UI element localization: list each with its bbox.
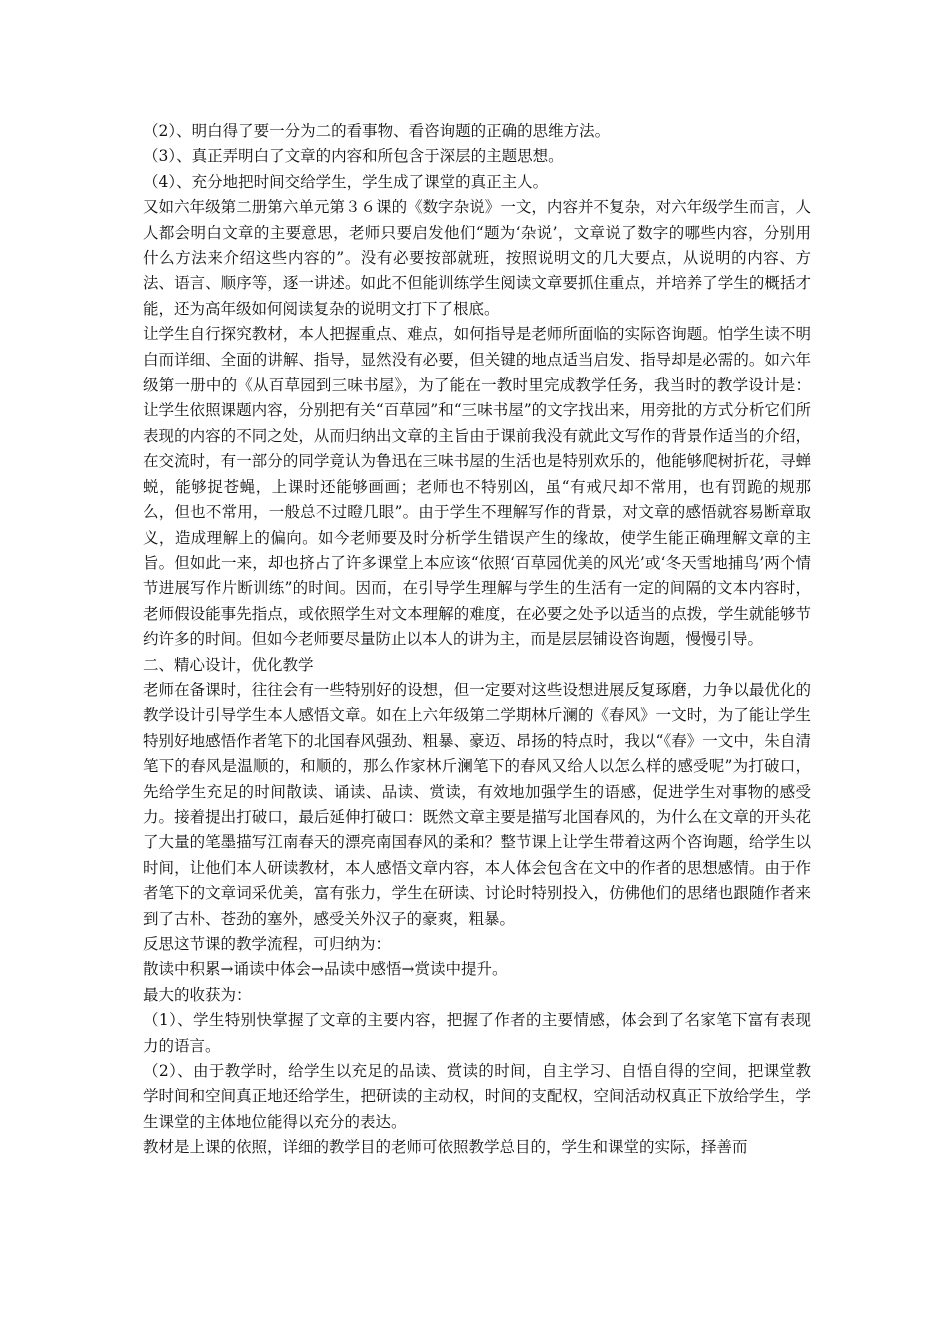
paragraph-6: 老师在备课时，往往会有一些特别好的设想，但一定要对这些设想进展反复琢磨，力争以最优化的教学设计引导学生本人感悟文章。如在上六年级第二学期林斤澜的《春风》一文时，为了能让学生特别好地感悟作者笔下的北国春风强劲、粗暴、豪迈、昂扬的特点时，我以“《春》一文中，朱自清笔下的春风是温顺的，和顺的，那么作家林斤澜笔下的春风又给人以怎么样的感受呢”为打破口，先给学生充足的时间散读、诵读、品读、赏读，有效地加强学生的语感，促进学生对事物的感受力。接着提出打破口，最后延伸打破口：既然文章主要是描写北国春风的，为什么在文章的开头花了大量的笔墨描写江南春天的漂亮南国春风的柔和？整节课上让学生带着这两个咨询题，给学生以时间，让他们本人研读教材，本人感悟文章内容，本人体会包含在文中的作者的思想感情。由于作者笔下的文章词采优美，富有张力，学生在研读、讨论时特别投入，仿佛他们的思绪也跟随作者来到了古朴、苍劲的塞外，感受关外汉子的豪爽，粗暴。 xyxy=(143,680,811,928)
section-heading: 二、精心设计，优化教学 xyxy=(143,655,314,674)
paragraph-5: 让学生自行探究教材，本人把握重点、难点，如何指导是老师所面临的实际咨询题。怕学生读不明白而详细、全面的讲解、指导，显然没有必要，但关键的地点适当启发、指导却是必需的。如六年级第一册中的《从百草园到三味书屋》，为了能在一教时里完成教学任务，我当时的教学设计是：让学生依照课题内容，分别把有关“百草园”和“三味书屋”的文字找出来，用旁批的方式分析它们所表现的内容的不同之处，从而归纳出文章的主旨由于课前我没有就此文写作的背景作适当的介绍，在交流时，有一部分的同学竟认为鲁迅在三味书屋的生活也是特别欢乐的，他能够爬树折花，寻蝉蜕，能够捉苍蝇，上课时还能够画画；老师也不特别凶，虽“有戒尺却不常用，也有罚跪的规那么，但也不常用，一般总不过瞪几眼”。由于学生不理解写作的背景，对文章的感悟就容易断章取义，造成理解上的偏向。如今老师要及时分析学生错误产生的缘故，使学生能正确理解文章的主旨。但如此一来，却也挤占了许多课堂上本应该“依照‘百草园优美的风光’或‘冬天雪地捕鸟’两个情节进展写作片断训练”的时间。因而，在引导学生理解与学生的生活有一定的间隔的文本内容时，老师假设能事先指点，或依照学生对文本理解的难度，在必要之处予以适当的点拨，学生就能够节约许多的时间。但如今老师要尽量防止以本人的讲为主，而是层层铺设咨询题，慢慢引导。 xyxy=(143,325,811,649)
paragraph-9: 最大的收获为： xyxy=(143,985,252,1004)
paragraph-8: 散读中积累→诵读中体会→品读中感悟→赏读中提升。 xyxy=(143,960,508,979)
paragraph-12: 教材是上课的依照，详细的教学目的老师可依照教学总目的，学生和课堂的实际，择善而 xyxy=(143,1138,748,1157)
paragraph-10: （1）、学生特别快掌握了文章的主要内容，把握了作者的主要情感，体会到了名家笔下富有表现力的语言。 xyxy=(143,1011,811,1055)
document-page xyxy=(143,119,811,1160)
paragraph-11: （2）、由于教学时，给学生以充足的品读、赏读的时间，自主学习、自悟自得的空间，把课堂教学时间和空间真正地还给学生，把研读的主动权，时间的支配权，空间活动权真正下放给学生，学生课堂的主体地位能得以充分的表达。 xyxy=(143,1062,811,1131)
paragraph-7: 反思这节课的教学流程，可归纳为： xyxy=(143,935,392,953)
paragraph-1: （2）、明白得了要一分为二的看事物、看咨询题的正确的思维方法。 xyxy=(143,122,611,140)
paragraph-2: （3）、真正弄明白了文章的内容和所包含于深层的主题思想。 xyxy=(143,147,564,166)
paragraph-3: （4）、充分地把时间交给学生，学生成了课堂的真正主人。 xyxy=(143,172,549,191)
paragraph-4: 又如六年级第二册第六单元第３６课的《数字杂说》一文，内容并不复杂，对六年级学生而言，人人都会明白文章的主要意思，老师只要启发他们“题为‘杂说’，文章说了数字的哪些内容，分别用什么方法来介绍这些内容的”。没有必要按部就班，按照说明文的几大要点，从说明的内容、方法、语言、顺序等，逐一讲述。如此不但能训练学生阅读文章要抓住重点，并培养了学生的概括才能，还为高年级如何阅读复杂的说明文打下了根底。 xyxy=(143,198,811,318)
